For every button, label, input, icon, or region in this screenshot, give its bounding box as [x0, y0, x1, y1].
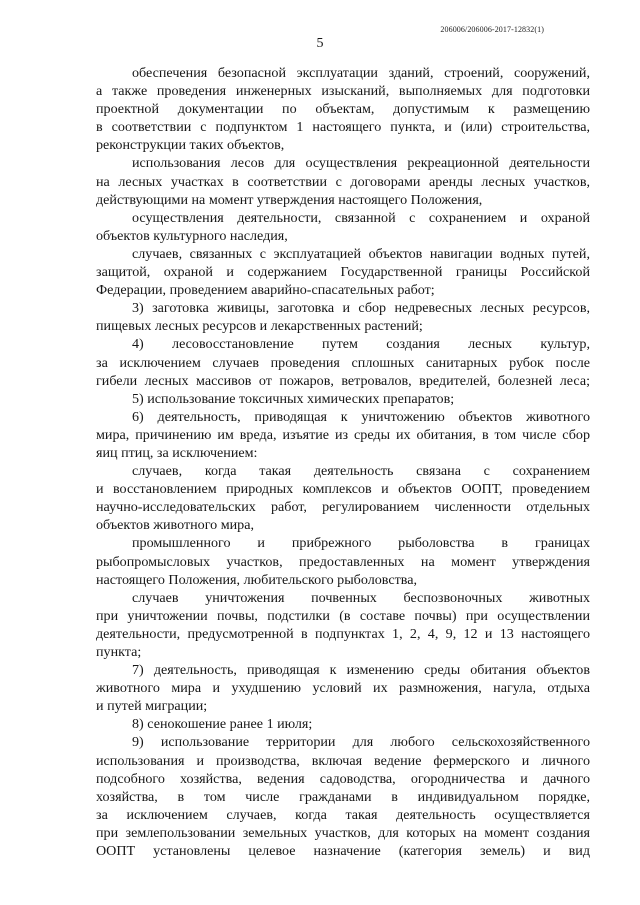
- text-line: за исключением случаев проведения сплошных санитарных рубок после: [96, 354, 590, 371]
- text-line: мира, причинению им вреда, изъятие из среды их обитания, в том числе сбор: [96, 426, 590, 443]
- text-line: при уничтожении почвы, подстилки (в составе почвы) при осуществлении: [96, 607, 590, 624]
- text-line: использования лесов для осуществления рекреационной деятельности: [132, 155, 590, 172]
- text-line: случаев, связанных с эксплуатацией объектов навигации водных путей,: [132, 245, 590, 262]
- text-line: пункта;: [96, 644, 142, 660]
- text-line: объектов культурного наследия,: [96, 227, 288, 244]
- document-body: [96, 64, 590, 860]
- text-line: промышленного и прибрежного рыболовства в границах: [132, 535, 590, 552]
- text-line: проектной документации по объектам, допустимым к размещению: [96, 101, 590, 118]
- text-line: 9) использование территории для любого сельскохозяйственного: [132, 734, 590, 751]
- text-line: рыбопромысловых участков, предоставленных на момент утверждения: [96, 553, 590, 570]
- text-line: при землепользовании земельных участков, для которых на момент создания: [96, 824, 590, 841]
- text-line: яиц птиц, за исключением:: [96, 444, 258, 461]
- text-line: Федерации, проведением аварийно-спасательных работ;: [96, 282, 435, 299]
- text-line: 6) деятельность, приводящая к уничтожению объектов животного: [132, 408, 590, 425]
- text-line: обеспечения безопасной эксплуатации зданий, строений, сооружений,: [132, 65, 590, 81]
- text-line: 8) сенокошение ранее 1 июля;: [132, 716, 313, 733]
- document-id: 206006/206006-2017-12832(1): [440, 25, 544, 34]
- text-line: а также проведения инженерных изысканий, выполняемых для подготовки: [96, 83, 590, 100]
- text-line: на лесных участках в соответствии с договорами аренды лесных участков,: [96, 173, 590, 190]
- text-line: научно-исследовательских работ, регулированием численности отдельных: [96, 499, 590, 516]
- text-line: животного мира и ухудшению условий их размножения, нагула, отдыха: [96, 680, 590, 697]
- text-line: настоящего Положения, любительского рыболовства,: [96, 571, 418, 588]
- text-line: пищевых лесных ресурсов и лекарственных растений;: [96, 318, 423, 335]
- text-line: действующими на момент утверждения настоящего Положения,: [96, 191, 483, 208]
- text-line: 3) заготовка живицы, заготовка и сбор недревесных лесных ресурсов,: [132, 300, 590, 317]
- text-line: 4) лесовосстановление путем создания лесных культур,: [132, 336, 590, 353]
- text-line: в соответствии с подпунктом 1 настоящего пункта, и (или) строительства,: [96, 119, 590, 136]
- text-line: осуществления деятельности, связанной с сохранением и охраной: [132, 209, 590, 226]
- text-line: деятельности, предусмотренной в подпунктах 1, 2, 4, 9, 12 и 13 настоящего: [96, 625, 590, 642]
- text-line: реконструкции таких объектов,: [96, 137, 285, 154]
- text-line: и восстановлением природных комплексов и объектов ООПТ, проведением: [96, 481, 590, 498]
- text-line: и путей миграции;: [96, 698, 208, 715]
- page-number: 5: [316, 36, 324, 51]
- text-line: использования и производства, включая ведение фермерского и личного: [96, 752, 590, 769]
- text-line: гибели лесных массивов от пожаров, ветровалов, вредителей, болезней леса;: [96, 372, 590, 389]
- text-line: 7) деятельность, приводящая к изменению среды обитания объектов: [132, 662, 590, 679]
- text-line: 5) использование токсичных химических препаратов;: [132, 390, 455, 407]
- text-line: подсобного хозяйства, ведения садоводства, огородничества и дачного: [96, 770, 590, 787]
- text-line: ООПТ установлены целевое назначение (категория земель) и вид: [96, 843, 590, 860]
- text-line: хозяйства, в том числе гражданами в индивидуальном порядке,: [96, 788, 590, 805]
- text-line: объектов животного мира,: [96, 517, 255, 534]
- text-line: защитой, охраной и содержанием Государственной границы Российской: [96, 264, 590, 281]
- text-line: случаев, когда такая деятельность связана с сохранением: [132, 463, 590, 480]
- text-line: за исключением случаев, когда такая деятельность осуществляется: [96, 806, 590, 823]
- text-line: случаев уничтожения почвенных беспозвоночных животных: [132, 589, 590, 606]
